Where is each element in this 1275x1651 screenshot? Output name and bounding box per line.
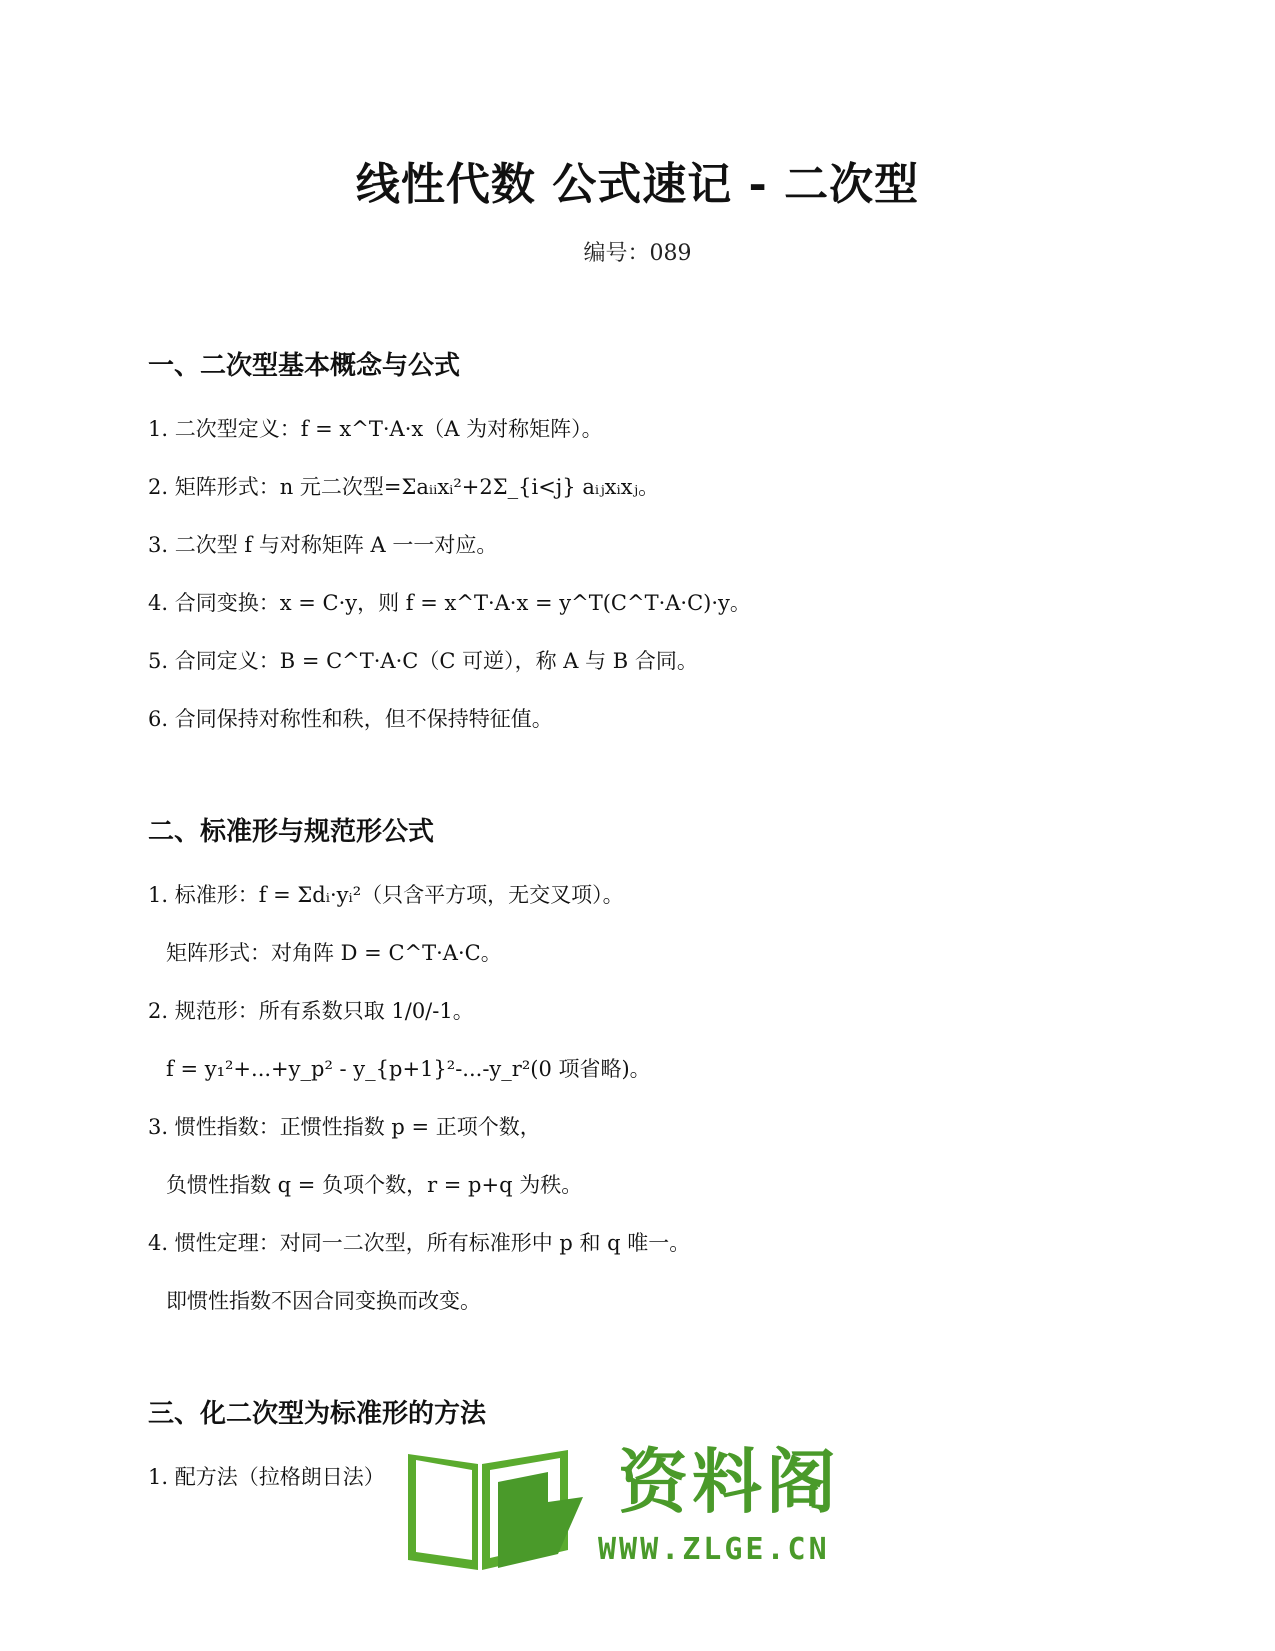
list-item: 5. 合同定义：B = C^T·A·C（C 可逆），称 A 与 B 合同。 bbox=[148, 649, 698, 673]
list-item: 1. 标准形：f = Σdᵢ·yᵢ²（只含平方项，无交叉项）。 bbox=[148, 883, 624, 907]
list-item: 6. 合同保持对称性和秩，但不保持特征值。 bbox=[148, 707, 553, 731]
list-item: 1. 二次型定义：f = x^T·A·x（A 为对称矩阵）。 bbox=[148, 417, 603, 441]
list-item-continuation: f = y₁²+...+y_p² - y_{p+1}²-...-y_r²(0 项省略)。 bbox=[166, 1057, 651, 1081]
list-item-continuation: 矩阵形式：对角阵 D = C^T·A·C。 bbox=[166, 941, 502, 965]
list-item: 4. 合同变换：x = C·y，则 f = x^T·A·x = y^T(C^T·A·C)·y。 bbox=[148, 591, 751, 615]
watermark-name: 资料阁 bbox=[618, 1441, 840, 1523]
list-item-continuation: 负惯性指数 q = 负项个数，r = p+q 为秩。 bbox=[166, 1173, 583, 1197]
list-item: 4. 惯性定理：对同一二次型，所有标准形中 p 和 q 唯一。 bbox=[148, 1231, 691, 1255]
book-icon bbox=[398, 1442, 588, 1572]
list-item-continuation: 即惯性指数不因合同变换而改变。 bbox=[166, 1289, 481, 1313]
section-basic-concepts bbox=[148, 346, 1148, 748]
watermark-url: WWW.ZLGE.CN bbox=[598, 1532, 830, 1567]
section-heading: 三、化二次型为标准形的方法 bbox=[148, 1399, 487, 1429]
watermark-logo bbox=[398, 1442, 868, 1572]
section-heading: 二、标准形与规范形公式 bbox=[148, 817, 435, 847]
list-item: 2. 规范形：所有系数只取 1/0/-1。 bbox=[148, 999, 474, 1023]
list-item: 3. 惯性指数：正惯性指数 p = 正项个数， bbox=[148, 1115, 541, 1139]
document-title: 线性代数 公式速记 - 二次型 bbox=[355, 159, 920, 210]
list-item: 3. 二次型 f 与对称矩阵 A 一一对应。 bbox=[148, 533, 498, 557]
document-number: 编号：089 bbox=[583, 241, 692, 266]
section-heading: 一、二次型基本概念与公式 bbox=[148, 351, 461, 381]
section-standard-form bbox=[148, 812, 1148, 1330]
list-item: 2. 矩阵形式：n 元二次型=Σaᵢᵢxᵢ²+2Σ_{i<j} aᵢⱼxᵢxⱼ。 bbox=[148, 475, 660, 499]
list-item: 1. 配方法（拉格朗日法） bbox=[148, 1465, 385, 1489]
